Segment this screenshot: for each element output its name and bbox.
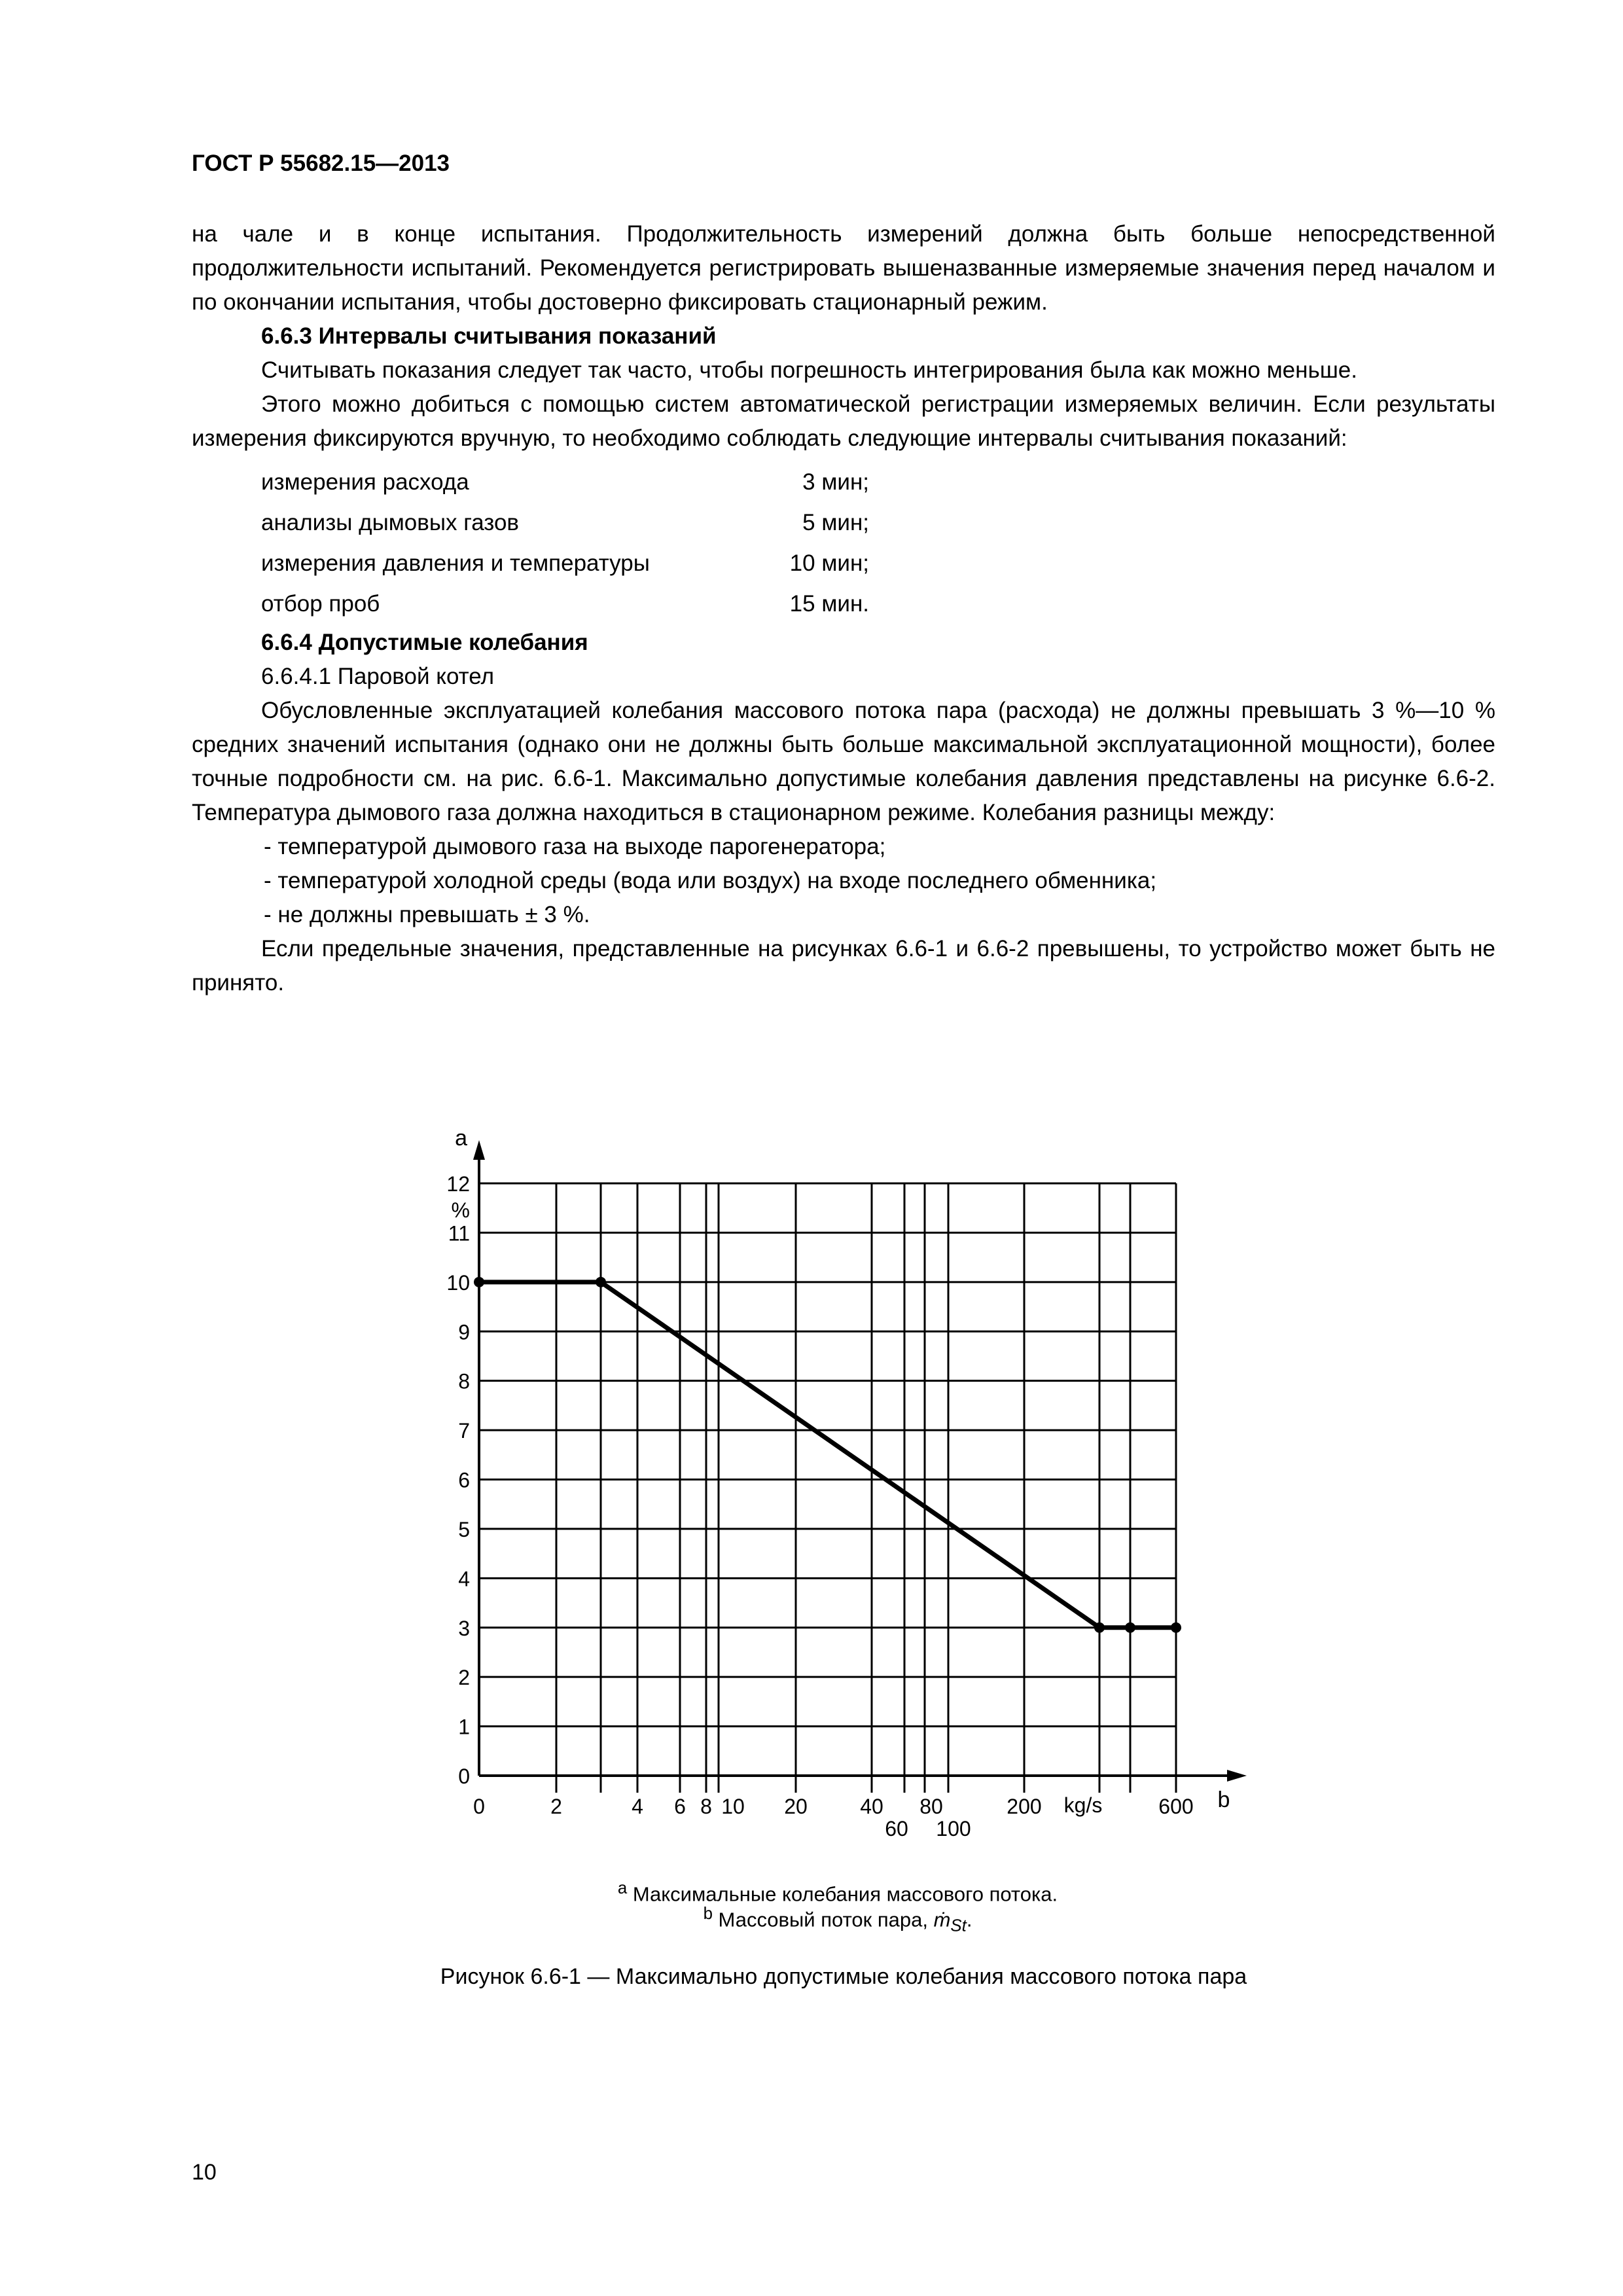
footnote-b-mark: b: [703, 1905, 713, 1923]
interval-name: измерения давления и температуры: [261, 550, 650, 576]
interval-name: анализы дымовых газов: [261, 510, 520, 535]
x-tick-label: 8: [700, 1795, 712, 1818]
data-point: [1094, 1623, 1105, 1633]
mass-flow-subscript: St: [950, 1916, 967, 1935]
paragraph: Если предельные значения, представленные на рисунках 6.6-1 и 6.6-2 превышены, то устройство может быть не принято.: [192, 936, 1495, 996]
footnote-b: [366, 1905, 1309, 1936]
x-tick-label: 2: [550, 1795, 562, 1818]
mass-flow-fluctuation-chart: [419, 1126, 1270, 1859]
x-tick-label: 20: [784, 1795, 808, 1818]
footnote-a-text: Максимальные колебания массового потока.: [627, 1882, 1058, 1906]
x-unit-label: kg/s: [1063, 1793, 1103, 1817]
interval-name: измерения расхода: [261, 469, 469, 495]
x-tick-label: 80: [919, 1795, 943, 1818]
table-row: [261, 503, 869, 543]
x-tick-label: 200: [1007, 1795, 1042, 1818]
section-heading-6-6-4: 6.6.4 Допустимые колебания: [261, 630, 588, 655]
y-tick-label: 11: [448, 1221, 470, 1246]
interval-value: 10 мин;: [789, 550, 869, 576]
x-tick-label: 0: [473, 1795, 485, 1818]
page-number: 10: [192, 2160, 217, 2185]
x-axis-letter: b: [1217, 1787, 1230, 1812]
y-tick-label: 6: [458, 1468, 470, 1492]
y-axis-arrow: [473, 1140, 485, 1160]
y-tick-label: 8: [458, 1369, 470, 1393]
chart-svg: [419, 1126, 1270, 1859]
standard-header: ГОСТ Р 55682.15—2013: [192, 151, 450, 176]
list-item: - температурой холодной среды (вода или воздух) на входе последнего обменника;: [264, 868, 1157, 893]
subsection-heading-6-6-4-1: 6.6.4.1 Паровой котел: [261, 664, 495, 689]
reading-intervals-table: [261, 462, 869, 624]
table-row: [261, 543, 869, 584]
x-tick-label: 6: [674, 1795, 686, 1818]
y-tick-label: 7: [458, 1419, 470, 1443]
list-item: - температурой дымового газа на выходе парогенератора;: [264, 834, 886, 859]
footnote-b-end: .: [966, 1908, 972, 1931]
footnote-b-text: Массовый поток пара,: [712, 1908, 934, 1931]
figure-caption: Рисунок 6.6-1 — Максимально допустимые колебания массового потока пара: [440, 1964, 1247, 1989]
x-tick-label: 60: [885, 1817, 908, 1840]
y-tick-label: 3: [458, 1616, 470, 1640]
y-tick-label: 2: [458, 1666, 470, 1690]
paragraph: на чале и в конце испытания. Продолжительность измерений должна быть больше непосредственной продолжительности испытаний. Рекомендуется регистрировать вышеназванные измеряемые значения перед началом и по окончании испытания, чтобы достоверно фиксировать стационарный режим.: [192, 221, 1495, 315]
y-tick-label: 1: [458, 1715, 470, 1739]
x-tick-label: 10: [721, 1795, 745, 1818]
y-tick-label: 12: [446, 1172, 470, 1196]
y-tick-label: 5: [458, 1517, 470, 1541]
data-point: [1125, 1623, 1135, 1633]
interval-name: отбор проб: [261, 591, 380, 617]
x-tick-label: 600: [1158, 1795, 1194, 1818]
table-row: [261, 584, 869, 624]
table-row: [261, 462, 869, 503]
x-tick-label: 100: [936, 1817, 971, 1840]
list-item: - не должны превышать ± 3 %.: [264, 902, 590, 927]
y-tick-label: 9: [458, 1320, 470, 1344]
x-axis-arrow: [1227, 1770, 1247, 1782]
data-point: [474, 1277, 484, 1287]
paragraph: Этого можно добиться с помощью систем автоматической регистрации измеряемых величин. Если результаты измерения фиксируются вручную, то необходимо соблюдать следующие интервалы считывания показаний:: [192, 391, 1495, 451]
data-point: [596, 1277, 606, 1287]
series-line: [479, 1282, 1176, 1628]
data-point: [1171, 1623, 1181, 1633]
footnote-a: [366, 1879, 1309, 1906]
section-heading-6-6-3: 6.6.3 Интервалы считывания показаний: [261, 323, 717, 349]
footnote-a-mark: a: [617, 1879, 628, 1897]
y-axis-letter: a: [455, 1126, 467, 1151]
paragraph: Считывать показания следует так часто, чтобы погрешность интегрирования была как можно меньше.: [261, 357, 1357, 383]
y-tick-label: 0: [458, 1765, 470, 1788]
x-tick-label: 40: [860, 1795, 883, 1818]
interval-value: 3 мин;: [802, 469, 869, 495]
y-tick-label: 4: [458, 1567, 470, 1591]
body-text: [192, 217, 1495, 1000]
y-tick-label: 10: [446, 1270, 470, 1295]
interval-value: 15 мин.: [789, 591, 869, 617]
paragraph: Обусловленные эксплуатацией колебания массового потока пара (расхода) не должны превышать 3 %—10 % средних значений испытания (однако они не должны быть больше максимальной эксплуатационной мощности), более точные подробности см. на рис. 6.6-1. Максимально допустимые колебания давления представлены на рисунке 6.6-2. Температура дымового газа должна находиться в стационарном режиме. Колебания разницы между:: [192, 698, 1495, 825]
interval-value: 5 мин;: [802, 510, 869, 535]
mass-flow-symbol: ṁ: [933, 1908, 951, 1931]
x-tick-label: 4: [632, 1795, 643, 1818]
y-unit-label: %: [451, 1198, 470, 1222]
